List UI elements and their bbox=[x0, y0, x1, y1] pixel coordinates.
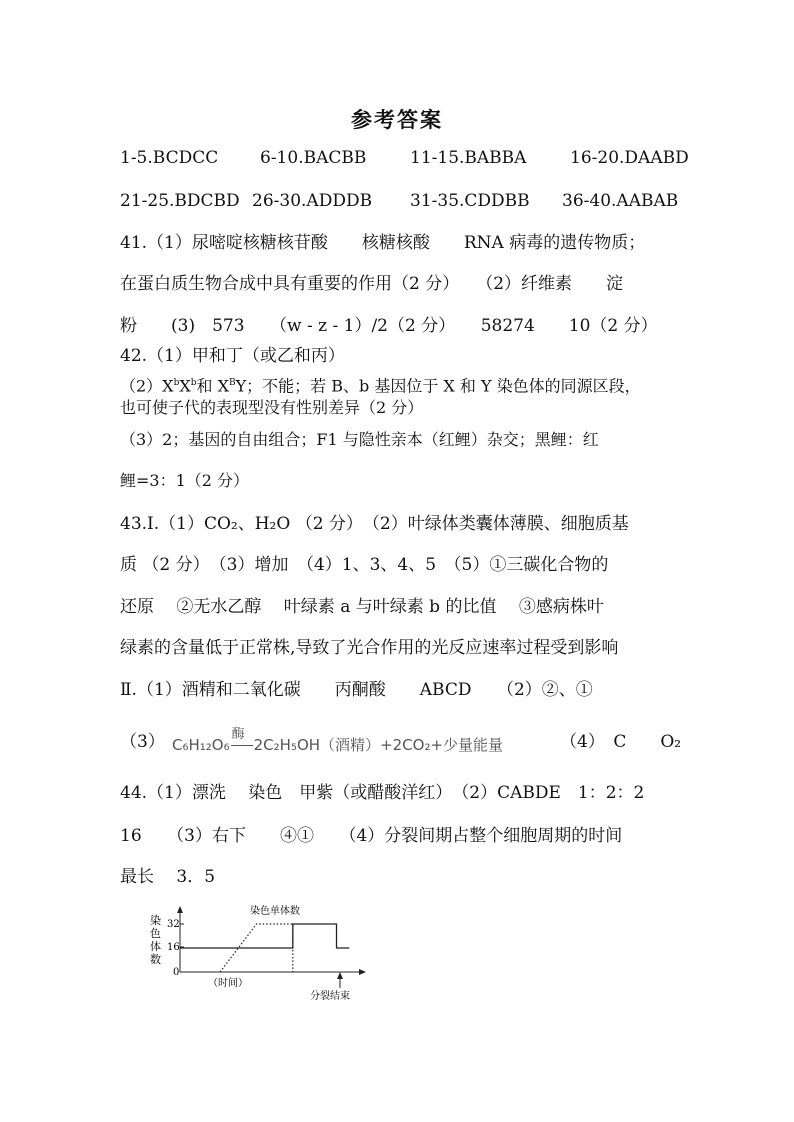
q41-line: 粉 (3) 573 （w - z - 1）/2（2 分） 58274 10（2 分） bbox=[120, 316, 658, 336]
y-tick-label: 16 bbox=[167, 942, 180, 953]
y-axis-arrow bbox=[177, 906, 183, 913]
q41-line: 41.（1）尿嘧啶核糖核苷酸 核糖核酸 RNA 病毒的遗传物质； bbox=[120, 233, 646, 253]
y-label-char: 色 bbox=[150, 927, 161, 940]
chart-title: 染色单体数 bbox=[250, 906, 300, 917]
mc-answer: 11-15.BABBA bbox=[410, 148, 527, 168]
q44-line: 最长 3．5 bbox=[120, 867, 216, 887]
y-label-char: 数 bbox=[150, 953, 161, 966]
q43-line: Ⅱ.（1）酒精和二氧化碳 丙酮酸 ABCD （2）②、① bbox=[120, 680, 593, 700]
chart-series bbox=[180, 924, 349, 972]
y-tick-label: 32 bbox=[167, 919, 180, 930]
mc-answer: 31-35.CDDBB bbox=[410, 191, 530, 211]
fermentation-equation: C₆H₁₂O₆ 酶 2C₂H₅OH（酒精）+2CO₂+少量能量 bbox=[172, 727, 504, 754]
q42-line: 42.（1）甲和丁（或乙和丙） bbox=[120, 346, 345, 366]
q43-line: （4） C O₂ bbox=[560, 732, 682, 752]
mc-answer: 6-10.BACBB bbox=[260, 148, 367, 168]
x-axis-label: （时间） bbox=[208, 978, 248, 989]
mc-answer: 26-30.ADDDB bbox=[252, 191, 373, 211]
q42-line: $(2)X^bX^b$和 $X^BY$；不能；若 B、b 基因位于 X 和 Y 染色体的同源区段， bbox=[120, 376, 641, 396]
q41-line: 在蛋白质生物合成中具有重要的作用（2 分） （2）纤维素 淀 bbox=[120, 274, 624, 294]
x-axis-arrow bbox=[359, 969, 366, 975]
q44-line: 16 （3）右下 ④① （4）分裂间期占整个细胞周期的时间 bbox=[120, 826, 623, 846]
y-label-char: 染 bbox=[150, 914, 161, 927]
chromosome-count-chart bbox=[140, 900, 380, 1005]
q43-line: 质 （2 分） （3）增加 （4）1、3、4、5 （5）①三碳化合物的 bbox=[120, 555, 609, 575]
end-label: 分裂结束 bbox=[310, 991, 350, 1002]
page-title: 参考答案 bbox=[351, 107, 443, 132]
mc-answer: 21-25.BDCBD bbox=[120, 191, 240, 211]
mc-answer: 36-40.AABAB bbox=[562, 191, 679, 211]
q43-line: 还原 ②无水乙醇 叶绿素 a 与叶绿素 b 的比值 ③感病株叶 bbox=[120, 597, 604, 617]
enzyme-arrow: 酶 bbox=[230, 736, 254, 754]
q43-line: （3） bbox=[120, 732, 165, 752]
q43-line: 43.Ⅰ.（1）CO₂、H₂O （2 分） （2）叶绿体类囊体薄膜、细胞质基 bbox=[120, 514, 629, 534]
mc-answer: 16-20.DAABD bbox=[570, 148, 689, 168]
q42-line: （3）2；基因的自由组合；F1 与隐性亲本（红鲤）杂交；黑鲤：红 bbox=[120, 430, 599, 449]
chromosome-count-line bbox=[180, 924, 349, 948]
end-marker-arrowhead bbox=[337, 972, 343, 979]
y-label-char: 体 bbox=[150, 940, 161, 953]
q42-line: 鲤=3：1（2 分） bbox=[120, 471, 250, 490]
mc-answer: 1-5.BCDCC bbox=[120, 148, 219, 168]
q42-line: 也可使子代的表现型没有性别差异（2 分） bbox=[120, 398, 424, 417]
q43-line: 绿素的含量低于正常株,导致了光合作用的光反应速率过程受到影响 bbox=[120, 638, 619, 658]
y-tick-label: 0 bbox=[173, 967, 180, 978]
q44-line: 44.（1）漂洗 染色 甲紫（或醋酸洋红） （2）CABDE 1：2：2 bbox=[120, 783, 645, 803]
y-axis-label-group bbox=[150, 913, 161, 966]
